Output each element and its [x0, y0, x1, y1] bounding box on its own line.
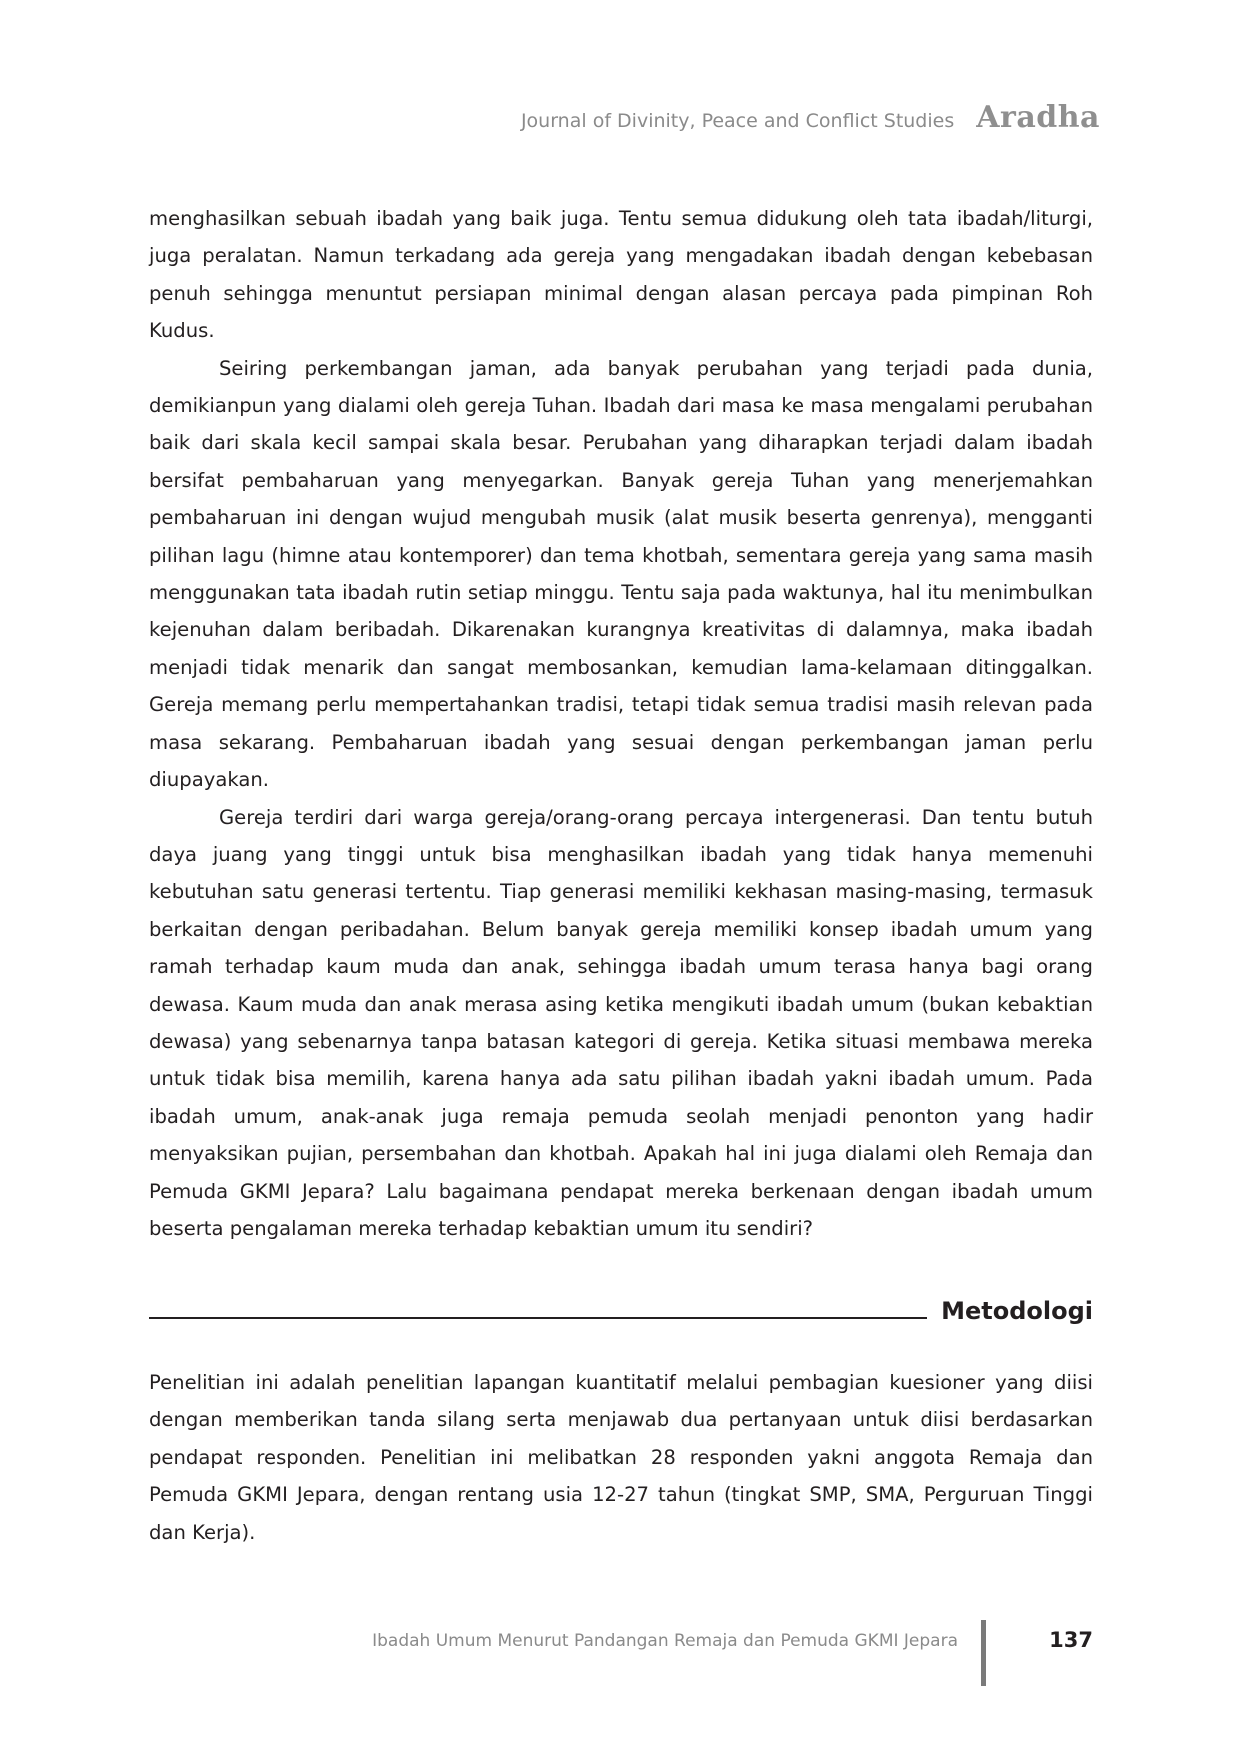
page-header: [521, 100, 1100, 135]
section-heading: [149, 1291, 1093, 1331]
paragraph-method: Penelitian ini adalah penelitian lapangan kuantitatif melalui pembagian kuesioner yang diisi dengan memberikan tanda silang serta menjawab dua pertanyaan untuk diisi berdasarkan pendapat responden. Penelitian ini melibatkan 28 responden yakni anggota Remaja dan Pemuda GKMI Jepara, dengan rentang usia 12-27 tahun (tingkat SMP, SMA, Perguruan Tinggi dan Kerja).: [149, 1371, 1093, 1544]
paragraph-changes: Seiring perkembangan jaman, ada banyak perubahan yang terjadi pada dunia, demikianpun yang dialami oleh gereja Tuhan. Ibadah dari masa ke masa mengalami perubahan baik dari skala kecil sampai skala besar. Perubahan yang diharapkan terjadi dalam ibadah bersifat pembaharuan yang menyegarkan. Banyak gereja Tuhan yang menerjemahkan pembaharuan ini dengan wujud mengubah musik (alat musik beserta genrenya), mengganti pilihan lagu (himne atau kontemporer) dan tema khotbah, sementara gereja yang sama masih menggunakan tata ibadah rutin setiap minggu. Tentu saja pada waktunya, hal itu menimbulkan kejenuhan dalam beribadah. Dikarenakan kurangnya kreativitas di dalamnya, maka ibadah menjadi tidak menarik dan sangat membosankan, kemudian lama-kelamaan ditinggalkan. Gereja memang perlu mempertahankan tradisi, tetapi tidak semua tradisi masih relevan pada masa sekarang. Pembaharuan ibadah yang sesuai dengan perkembangan jaman perlu diupayakan.: [149, 356, 1093, 792]
paragraph-continued: menghasilkan sebuah ibadah yang baik juga. Tentu semua didukung oleh tata ibadah/liturgi, juga peralatan. Namun terkadang ada gereja yang mengadakan ibadah dengan kebebasan penuh sehingga menuntut persiapan minimal dengan alasan percaya pada pimpinan Roh Kudus.: [149, 207, 1093, 343]
page-footer: [149, 1620, 1093, 1686]
running-footer-title: Ibadah Umum Menurut Pandangan Remaja dan Pemuda GKMI Jepara: [372, 1631, 958, 1651]
journal-logo: Aradha: [976, 100, 1100, 135]
journal-name: Journal of Divinity, Peace and Conflict Studies: [520, 110, 955, 132]
paragraph-intergenerational: Gereja terdiri dari warga gereja/orang-orang percaya intergenerasi. Dan tentu butuh daya juang yang tinggi untuk bisa menghasilkan ibadah yang tidak hanya memenuhi kebutuhan satu generasi tertentu. Tiap generasi memiliki kekhasan masing-masing, termasuk berkaitan dengan peribadahan. Belum banyak gereja memiliki konsep ibadah umum yang ramah terhadap kaum muda dan anak, sehingga ibadah umum terasa hanya bagi orang dewasa. Kaum muda dan anak merasa asing ketika mengikuti ibadah umum (bukan kebaktian dewasa) yang sebenarnya tanpa batasan kategori di gereja. Ketika situasi membawa mereka untuk tidak bisa memilih, karena hanya ada satu pilihan ibadah yakni ibadah umum. Pada ibadah umum, anak-anak juga remaja pemuda seolah menjadi penonton yang hadir menyaksikan pujian, persembahan dan khotbah. Apakah hal ini juga dialami oleh Remaja dan Pemuda GKMI Jepara? Lalu bagaimana pendapat mereka berkenaan dengan ibadah umum beserta pengalaman mereka terhadap kebaktian umum itu sendiri?: [149, 805, 1093, 1240]
page-number: 137: [1049, 1628, 1093, 1652]
section-title: Metodologi: [941, 1297, 1093, 1325]
main-body-text: [149, 200, 1093, 1247]
section-rule: [149, 1317, 927, 1319]
method-body-text: [149, 1364, 1093, 1551]
footer-divider: [981, 1620, 986, 1686]
